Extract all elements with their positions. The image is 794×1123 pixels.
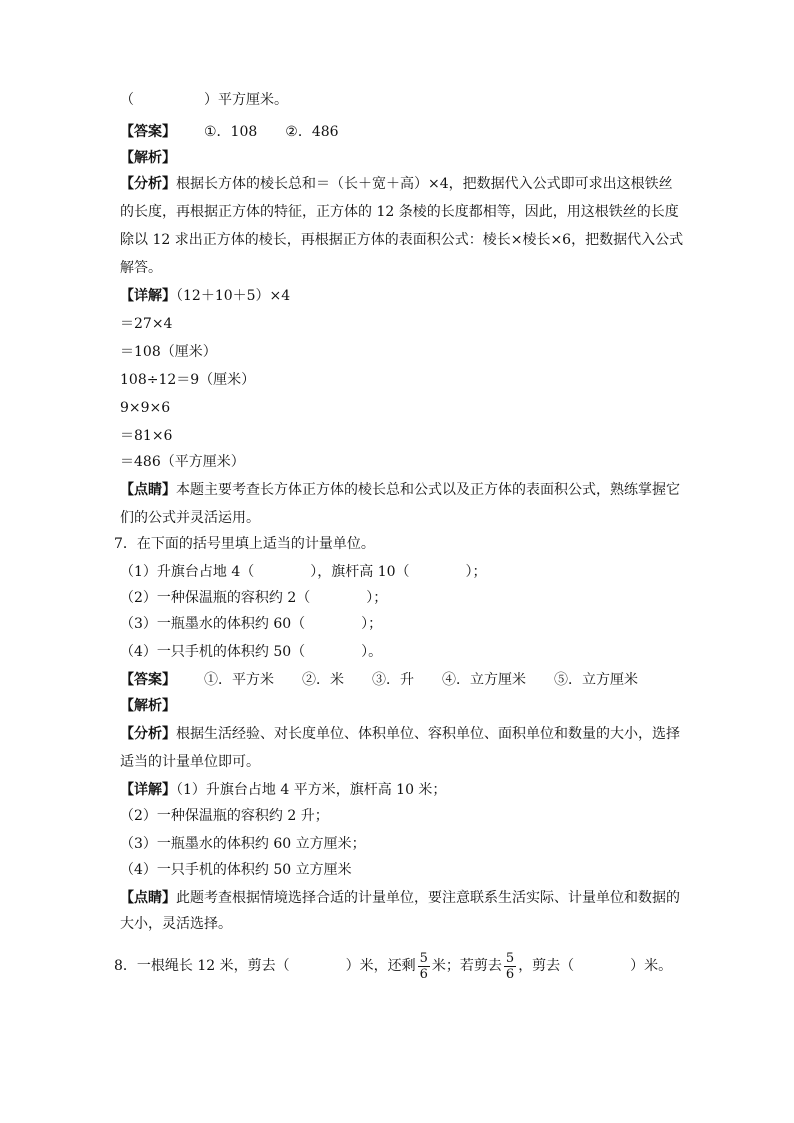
answer-tag: 【答案】: [120, 672, 176, 688]
text: 米；若剪去: [431, 958, 502, 974]
answer-row: [120, 670, 638, 690]
calc-line: 108÷12＝9（厘米）: [120, 372, 256, 388]
blank-line: [120, 90, 288, 110]
comment-row: [120, 888, 680, 908]
comment-tag: 【点睛】: [120, 890, 176, 906]
analysis-text: 解答。: [120, 260, 162, 276]
comment-text: 们的公式并灵活运用。: [120, 510, 260, 526]
text: 此题考查根据情境选择合适的计量单位，要注意联系生活实际、计量单位和数据的: [176, 890, 680, 906]
analysis-text: 适当的计量单位即可。: [120, 754, 260, 770]
text: （12＋10＋5）×4: [176, 288, 291, 304]
question-7: 7．在下面的括号里填上适当的计量单位。: [114, 536, 375, 552]
fraction-denominator: 6: [505, 966, 515, 982]
answer-row: [120, 122, 339, 142]
comment-row: [120, 480, 680, 500]
analysis-text: [120, 724, 680, 744]
fraction-denominator: 6: [419, 966, 428, 982]
fraction-numerator: 5: [505, 950, 515, 966]
text: （ ）平方厘米。: [120, 92, 288, 108]
comment-text: 大小，灵活选择。: [120, 916, 232, 932]
detail-line: （4）一只手机的体积约 50 立方厘米: [120, 862, 352, 878]
answer-items: ①．平方米 ②．米 ③．升 ④．立方厘米 ⑤．立方厘米: [204, 672, 638, 688]
calc-line: ＝108（厘米）: [120, 344, 217, 360]
text: 8．一根绳长 12 米，剪去（ ）米，还剩: [114, 958, 416, 974]
detail-row: [120, 780, 446, 800]
detail-line: （3）一瓶墨水的体积约 60 立方厘米；: [120, 836, 366, 852]
analysis-tag: 【分析】: [120, 726, 176, 742]
question-7-item: （4）一只手机的体积约 50（ ）。: [120, 644, 383, 660]
question-7-item: （2）一种保温瓶的容积约 2（ ）；: [120, 590, 388, 606]
detail-tag: 【详解】: [120, 288, 176, 304]
analysis-text: 的长度，再根据正方体的特征，正方体的 12 条棱的长度都相等，因此，用这根铁丝的长度: [120, 204, 679, 220]
question-8: [114, 948, 672, 984]
detail-tag: 【详解】: [120, 782, 176, 798]
question-7-item: （1）升旗台占地 4（ ），旗杆高 10（ ）；: [120, 564, 487, 580]
text: 根据长方体的棱长总和＝（长＋宽＋高）×4，把数据代入公式即可求出这根铁丝: [176, 176, 673, 192]
analysis-heading: 【解析】: [120, 698, 176, 714]
analysis-text: [120, 174, 673, 194]
answer-tag: 【答案】: [120, 124, 176, 140]
fraction: [418, 951, 430, 982]
fraction-numerator: 5: [419, 950, 428, 966]
analysis-heading: 【解析】: [120, 150, 176, 166]
detail-line: （2）一种保温瓶的容积约 2 升；: [120, 808, 329, 824]
calc-line: ＝486（平方厘米）: [120, 454, 245, 470]
text: 本题主要考查长方体正方体的棱长总和公式以及正方体的表面积公式，熟练掌握它: [176, 482, 680, 498]
text: （1）升旗台占地 4 平方米，旗杆高 10 米；: [176, 782, 447, 798]
analysis-text: 除以 12 求出正方体的棱长，再根据正方体的表面积公式：棱长×棱长×6，把数据代入公式: [120, 232, 684, 248]
analysis-tag: 【分析】: [120, 176, 176, 192]
calc-line: 9×9×6: [120, 400, 171, 416]
answer-items: ①．108 ②．486: [204, 124, 339, 140]
text: ，剪去（ ）米。: [518, 958, 673, 974]
calc-line: ＝27×4: [120, 316, 173, 332]
text: 根据生活经验、对长度单位、体积单位、容积单位、面积单位和数量的大小，选择: [176, 726, 680, 742]
question-7-item: （3）一瓶墨水的体积约 60（ ）；: [120, 616, 383, 632]
detail-row: [120, 286, 290, 306]
comment-tag: 【点睛】: [120, 482, 176, 498]
calc-line: ＝81×6: [120, 428, 173, 444]
fraction: [504, 951, 516, 982]
